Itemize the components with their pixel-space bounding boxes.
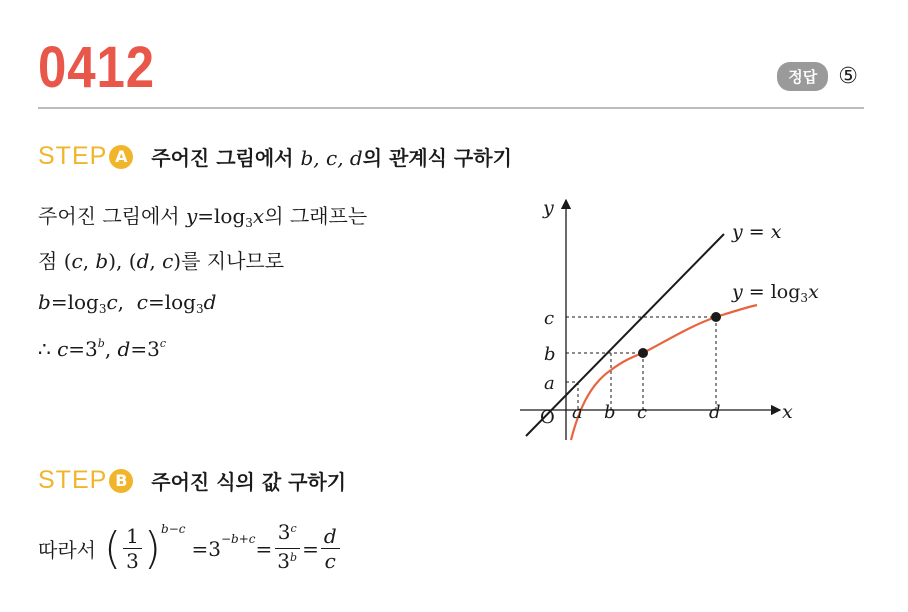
line2-text-post: 를 지나므로 (181, 249, 285, 273)
step-b-title: 주어진 식의 값 구하기 (151, 470, 347, 494)
log-curve (571, 305, 757, 440)
step-b-word: STEP (38, 466, 108, 494)
x-tick-a: a (572, 402, 583, 423)
x-tick-d: d (709, 402, 721, 423)
x-tick-c: c (637, 402, 648, 423)
point-d-c (711, 312, 721, 322)
y-tick-c: c (544, 308, 555, 329)
y-tick-a: a (544, 373, 555, 394)
step-a-title-pre: 주어진 그림에서 (151, 146, 294, 170)
line-label: y = x (732, 221, 782, 243)
final-text-pre: 따라서 (38, 538, 96, 562)
origin-label: O (540, 407, 555, 428)
step-b-heading (38, 466, 346, 495)
x-tick-b: b (604, 402, 616, 423)
line2-text-pre: 점 (38, 249, 58, 273)
curve-label: $y = \log_3x$ (732, 281, 819, 305)
answer-badge: 정답 (777, 62, 828, 91)
step-a-letter: A (109, 145, 133, 169)
step-a-title (151, 142, 512, 171)
identity-line (526, 234, 724, 436)
x-axis-label: x (782, 401, 793, 423)
body-line-2: 점 (c, b), (d, c)를 지나므로 (38, 249, 285, 273)
therefore-symbol: ∴ (38, 337, 51, 361)
header-rule (38, 107, 864, 109)
body-line-4: ∴ $c=3^b$, $d=3^c$ (38, 337, 167, 361)
step-b-letter: B (109, 469, 133, 493)
step-a-word: STEP (38, 142, 108, 170)
step-a-title-post: 의 관계식 구하기 (362, 146, 512, 170)
step-a-heading (38, 142, 512, 171)
log-graph (510, 190, 870, 450)
line1-text-post: 의 그래프는 (264, 204, 368, 228)
problem-number: 0412 (38, 35, 156, 100)
answer-value: ⑤ (838, 64, 858, 89)
final-equation: 따라서 ( $\frac{1}{3}$ ) b−c =3 −b+c = $\frac{3^c}{3^b}$ = $\frac{d}{c}$ (38, 520, 342, 577)
body-line-3: $b=\log_3c$, $c=\log_3d$ (38, 290, 217, 316)
answer-box (777, 62, 858, 91)
y-tick-b: b (544, 344, 556, 365)
step-a-title-vars: b, c, d (300, 146, 363, 170)
body-line-1: 주어진 그림에서 $y=\log_3x$의 그래프는 (38, 204, 368, 230)
point-c-b (638, 348, 648, 358)
line1-text-pre: 주어진 그림에서 (38, 204, 180, 228)
y-axis-label: y (543, 197, 554, 219)
